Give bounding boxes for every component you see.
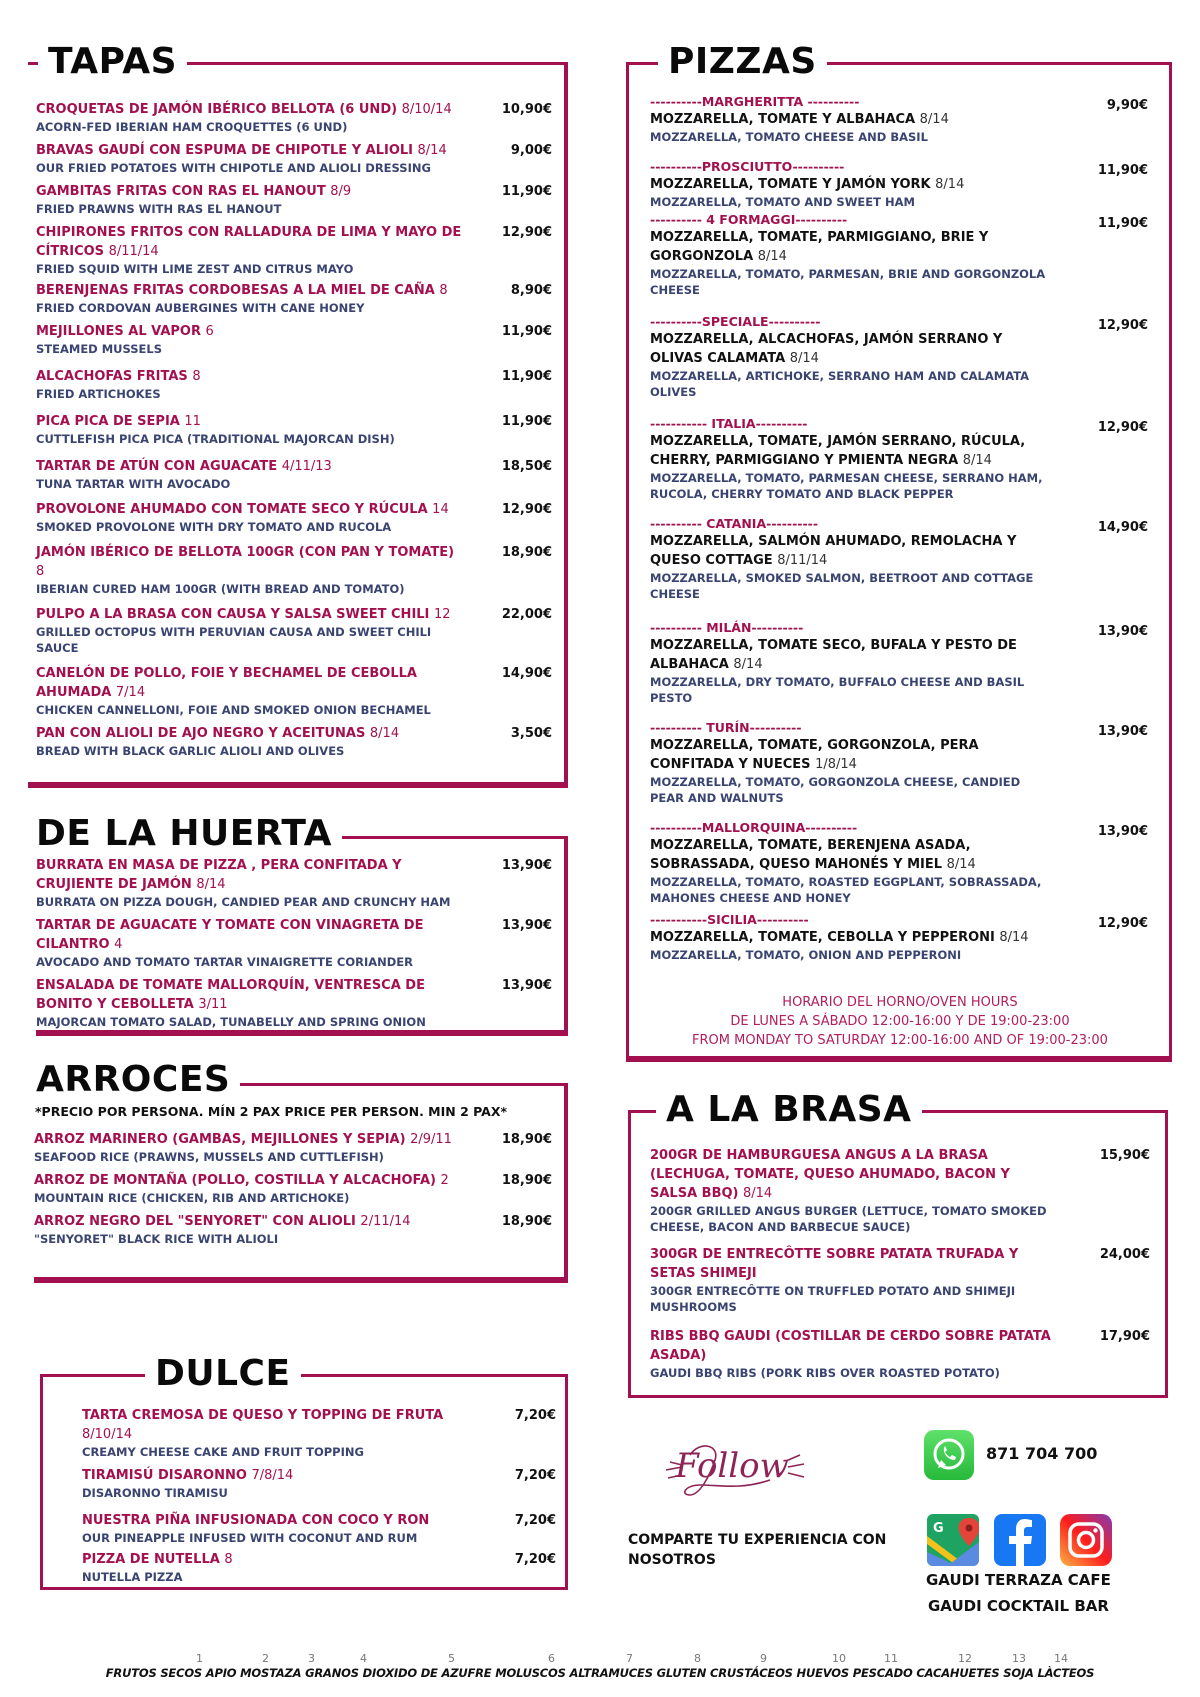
oven-hours-en: FROM MONDAY TO SATURDAY 12:00-16:00 AND OF 19:00-23:00 bbox=[692, 1033, 1108, 1048]
pizza-description: MOZZARELLA, TOMATO, GORGONZOLA CHEESE, CANDIED PEAR AND WALNUTS bbox=[650, 775, 1021, 805]
pizzas-list bbox=[650, 94, 1148, 963]
menu-item bbox=[36, 976, 552, 1030]
pizza-ingredients-es: MOZZARELLA, TOMATE, BERENJENA ASADA, SOBRASSADA, QUESO MAHONÉS Y MIEL bbox=[650, 838, 971, 872]
menu-item bbox=[36, 223, 552, 277]
item-name-es: ENSALADA DE TOMATE MALLORQUÍN, VENTRESCA DE BONITO Y CEBOLLETA bbox=[36, 978, 425, 1012]
item-description: NUTELLA PIZZA bbox=[82, 1570, 183, 1584]
menu-item bbox=[36, 724, 552, 759]
allergen-number: 1 bbox=[196, 1652, 203, 1665]
share-text: COMPARTE TU EXPERIENCIA CON NOSOTROS bbox=[628, 1532, 887, 1568]
pizza-name-header: -----------SICILIA---------- bbox=[650, 912, 809, 927]
item-price: 14,90€ bbox=[501, 666, 552, 681]
item-description: CUTTLEFISH PICA PICA (TRADITIONAL MAJORCAN DISH) bbox=[36, 432, 395, 446]
tapas-title: TAPAS bbox=[38, 42, 187, 82]
pizza-price: 14,90€ bbox=[1097, 520, 1148, 535]
item-description: BREAD WITH BLACK GARLIC ALIOLI AND OLIVES bbox=[36, 744, 345, 758]
item-allergens: 7/14 bbox=[115, 685, 146, 700]
item-name bbox=[650, 1245, 1150, 1283]
pizza-item bbox=[650, 820, 1148, 906]
item-description: GAUDI BBQ RIBS (PORK RIBS OVER ROASTED POTATO) bbox=[650, 1366, 1000, 1380]
item-description: "SENYORET" BLACK RICE WITH ALIOLI bbox=[34, 1232, 279, 1246]
google-maps-icon[interactable] bbox=[927, 1514, 979, 1566]
item-name bbox=[34, 1130, 552, 1149]
menu-item bbox=[34, 1171, 552, 1206]
item-allergens: 4 bbox=[114, 937, 123, 952]
item-name bbox=[36, 664, 552, 702]
pizza-item bbox=[650, 212, 1148, 298]
pizza-item bbox=[650, 720, 1148, 806]
item-allergens: 2/9/11 bbox=[410, 1132, 452, 1147]
item-allergens: 8/10/14 bbox=[401, 102, 452, 117]
item-name bbox=[36, 100, 552, 119]
menu-item bbox=[36, 457, 552, 492]
item-name bbox=[36, 976, 552, 1014]
pizza-price: 12,90€ bbox=[1097, 420, 1148, 435]
item-name-es: TIRAMISÚ DISARONNO bbox=[82, 1468, 247, 1483]
item-description: SMOKED PROVOLONE WITH DRY TOMATO AND RUCOLA bbox=[36, 520, 392, 534]
pizza-name-header: ----------MARGHERITTA ---------- bbox=[650, 94, 860, 109]
item-name-es: ARROZ DE MONTAÑA (POLLO, COSTILLA Y ALCACHOFA) bbox=[34, 1173, 436, 1188]
item-description: OUR FRIED POTATOES WITH CHIPOTLE AND ALIOLI DRESSING bbox=[36, 161, 431, 175]
item-allergens: 7/8/14 bbox=[251, 1468, 294, 1483]
pizza-allergens: 8/14 bbox=[935, 177, 965, 192]
item-description: IBERIAN CURED HAM 100GR (WITH BREAD AND TOMATO) bbox=[36, 582, 405, 596]
pizza-price: 12,90€ bbox=[1097, 318, 1148, 333]
item-name bbox=[82, 1511, 556, 1530]
item-name bbox=[36, 141, 552, 160]
item-allergens: 11 bbox=[184, 414, 201, 429]
item-name-es: PAN CON ALIOLI DE AJO NEGRO Y ACEITUNAS bbox=[36, 726, 366, 741]
item-name-es: BURRATA EN MASA DE PIZZA , PERA CONFITADA Y CRUJIENTE DE JAMÓN bbox=[36, 858, 402, 892]
item-description: FRIED CORDOVAN AUBERGINES WITH CANE HONEY bbox=[36, 301, 365, 315]
dulce-title: DULCE bbox=[145, 1354, 301, 1394]
item-price: 9,00€ bbox=[510, 143, 552, 158]
pizza-description: MOZZARELLA, TOMATO CHEESE AND BASIL bbox=[650, 130, 928, 144]
item-allergens: 8/14 bbox=[196, 877, 226, 892]
brasa-list bbox=[650, 1146, 1150, 1381]
item-price: 18,90€ bbox=[501, 1173, 552, 1188]
item-name-es: CANELÓN DE POLLO, FOIE Y BECHAMEL DE CEBOLLA AHUMADA bbox=[36, 666, 417, 700]
pizza-allergens: 8/14 bbox=[999, 930, 1029, 945]
item-name-es: BRAVAS GAUDÍ CON ESPUMA DE CHIPOTLE Y ALIOLI bbox=[36, 143, 413, 158]
pizza-ingredients bbox=[650, 175, 1148, 194]
pizza-ingredients-es: MOZZARELLA, ALCACHOFAS, JAMÓN SERRANO Y OLIVAS CALAMATA bbox=[650, 332, 1003, 366]
pizza-item bbox=[650, 416, 1148, 502]
allergen-number: 3 bbox=[308, 1652, 315, 1665]
item-description: 300GR ENTRECÔTTE ON TRUFFLED POTATO AND SHIMEJI MUSHROOMS bbox=[650, 1284, 1016, 1314]
item-price: 7,20€ bbox=[514, 1552, 556, 1567]
pizza-allergens: 1/8/14 bbox=[815, 757, 857, 772]
brasa-title: A LA BRASA bbox=[656, 1090, 922, 1130]
item-name-es: MEJILLONES AL VAPOR bbox=[36, 324, 201, 339]
pizza-ingredients-es: MOZZARELLA, TOMATE, CEBOLLA Y PEPPERONI bbox=[650, 930, 995, 945]
item-allergens: 6 bbox=[205, 324, 214, 339]
item-price: 15,90€ bbox=[1099, 1148, 1150, 1163]
item-price: 18,90€ bbox=[501, 545, 552, 560]
pizza-ingredients bbox=[650, 928, 1148, 947]
pizza-description: MOZZARELLA, DRY TOMATO, BUFFALO CHEESE AND BASIL PESTO bbox=[650, 675, 1025, 705]
item-price: 3,50€ bbox=[510, 726, 552, 741]
item-allergens: 14 bbox=[432, 502, 449, 517]
pizza-name-header: ----------MALLORQUINA---------- bbox=[650, 820, 858, 835]
item-price: 12,90€ bbox=[501, 225, 552, 240]
pizza-allergens: 8/14 bbox=[757, 249, 787, 264]
pizza-allergens: 8/14 bbox=[733, 657, 763, 672]
item-description: DISARONNO TIRAMISU bbox=[82, 1486, 228, 1500]
arroces-note: *PRECIO POR PERSONA. MÍN 2 PAX PRICE PER PERSON. MIN 2 PAX* bbox=[35, 1104, 507, 1119]
menu-item bbox=[650, 1245, 1150, 1315]
pizza-description: MOZZARELLA, ARTICHOKE, SERRANO HAM AND CALAMATA OLIVES bbox=[650, 369, 1030, 399]
item-allergens: 8 bbox=[192, 369, 201, 384]
menu-item bbox=[36, 367, 552, 402]
menu-item bbox=[36, 664, 552, 718]
pizza-name-header: ---------- TURÍN---------- bbox=[650, 720, 802, 735]
item-allergens: 8/14 bbox=[369, 726, 400, 741]
pizza-price: 9,90€ bbox=[1106, 98, 1148, 113]
pizza-item bbox=[650, 94, 1148, 145]
pizza-allergens: 8/11/14 bbox=[777, 553, 828, 568]
pizza-price: 13,90€ bbox=[1097, 824, 1148, 839]
item-allergens: 8 bbox=[439, 283, 448, 298]
pizza-description: MOZZARELLA, TOMATO, ROASTED EGGPLANT, SOBRASSADA, MAHONES CHEESE AND HONEY bbox=[650, 875, 1042, 905]
item-price: 18,50€ bbox=[501, 459, 552, 474]
menu-item bbox=[36, 856, 552, 910]
whatsapp-icon[interactable] bbox=[924, 1430, 974, 1480]
item-price: 13,90€ bbox=[501, 978, 552, 993]
svg-text:G: G bbox=[933, 1521, 944, 1536]
item-name-es: ARROZ MARINERO (GAMBAS, MEJILLONES Y SEPIA) bbox=[34, 1132, 406, 1147]
menu-item bbox=[34, 1130, 552, 1165]
huerta-list bbox=[36, 856, 552, 1030]
pizza-ingredients-es: MOZZARELLA, TOMATE Y JAMÓN YORK bbox=[650, 177, 931, 192]
menu-item bbox=[36, 100, 552, 135]
pizza-allergens: 8/14 bbox=[946, 857, 976, 872]
oven-hours-title: HORARIO DEL HORNO/OVEN HOURS bbox=[782, 995, 1018, 1010]
item-allergens: 8/9 bbox=[330, 184, 352, 199]
item-name-es: GAMBITAS FRITAS CON RAS EL HANOUT bbox=[36, 184, 326, 199]
pizza-description: MOZZARELLA, TOMATO, ONION AND PEPPERONI bbox=[650, 948, 962, 962]
item-allergens: 12 bbox=[433, 607, 451, 622]
item-name-es: 300GR DE ENTRECÔTTE SOBRE PATATA TRUFADA Y SETAS SHIMEJI bbox=[650, 1247, 1019, 1281]
item-allergens: 8/11/14 bbox=[108, 244, 159, 259]
pizza-ingredients bbox=[650, 432, 1148, 470]
instagram-icon[interactable] bbox=[1060, 1514, 1112, 1566]
oven-hours-es: DE LUNES A SÁBADO 12:00-16:00 Y DE 19:00-23:00 bbox=[730, 1014, 1070, 1029]
menu-item bbox=[36, 182, 552, 217]
item-name bbox=[34, 1171, 552, 1190]
pizza-ingredients-es: MOZZARELLA, TOMATE, PARMIGGIANO, BRIE Y GORGONZOLA bbox=[650, 230, 989, 264]
item-name-es: RIBS BBQ GAUDI (COSTILLAR DE CERDO SOBRE PATATA ASADA) bbox=[650, 1329, 1051, 1363]
pizza-price: 13,90€ bbox=[1097, 724, 1148, 739]
pizza-name-header: ----------PROSCIUTTO---------- bbox=[650, 159, 845, 174]
pizza-price: 12,90€ bbox=[1097, 916, 1148, 931]
item-allergens: 8/14 bbox=[743, 1186, 773, 1201]
item-name bbox=[36, 457, 552, 476]
item-description: MOUNTAIN RICE (CHICKEN, RIB AND ARTICHOKE) bbox=[34, 1191, 350, 1205]
item-price: 7,20€ bbox=[514, 1408, 556, 1423]
item-name-es: PIZZA DE NUTELLA bbox=[82, 1552, 220, 1567]
oven-hours bbox=[640, 993, 1160, 1050]
pizza-item bbox=[650, 912, 1148, 963]
menu-item bbox=[36, 543, 552, 597]
tapas-list bbox=[36, 100, 552, 759]
pizza-ingredients-es: MOZZARELLA, TOMATE Y ALBAHACA bbox=[650, 112, 916, 127]
allergen-number: 8 bbox=[694, 1652, 701, 1665]
pizza-allergens: 8/14 bbox=[962, 453, 992, 468]
item-description: ACORN-FED IBERIAN HAM CROQUETTES (6 UND) bbox=[36, 120, 348, 134]
item-description: SEAFOOD RICE (PRAWNS, MUSSELS AND CUTTLEFISH) bbox=[34, 1150, 384, 1164]
item-name bbox=[36, 412, 552, 431]
follow-text: Follow bbox=[675, 1446, 789, 1486]
pizza-item bbox=[650, 516, 1148, 602]
venue-name-2: GAUDI COCKTAIL BAR bbox=[928, 1597, 1109, 1615]
menu-item bbox=[650, 1327, 1150, 1381]
item-description: MAJORCAN TOMATO SALAD, TUNABELLY AND SPRING ONION bbox=[36, 1015, 426, 1029]
item-name bbox=[34, 1212, 552, 1231]
pizza-description: MOZZARELLA, TOMATO AND SWEET HAM bbox=[650, 195, 915, 209]
pizza-item bbox=[650, 314, 1148, 400]
pizza-name-header: ---------- 4 FORMAGGI---------- bbox=[650, 212, 848, 227]
item-description: CREAMY CHEESE CAKE AND FRUIT TOPPING bbox=[82, 1445, 364, 1459]
pizza-name-header: ----------- ITALIA---------- bbox=[650, 416, 808, 431]
item-name-es: PROVOLONE AHUMADO CON TOMATE SECO Y RÚCULA bbox=[36, 502, 428, 517]
menu-item bbox=[82, 1550, 556, 1585]
item-allergens: 3/11 bbox=[198, 997, 228, 1012]
item-price: 8,90€ bbox=[510, 283, 552, 298]
menu-item bbox=[36, 322, 552, 357]
item-price: 11,90€ bbox=[501, 184, 552, 199]
pizza-ingredients-es: MOZZARELLA, TOMATE, GORGONZOLA, PERA CONFITADA Y NUECES bbox=[650, 738, 979, 772]
item-price: 11,90€ bbox=[501, 414, 552, 429]
item-description: STEAMED MUSSELS bbox=[36, 342, 163, 356]
allergen-number: 6 bbox=[548, 1652, 555, 1665]
item-description: FRIED SQUID WITH LIME ZEST AND CITRUS MAYO bbox=[36, 262, 354, 276]
allergen-number: 4 bbox=[360, 1652, 367, 1665]
item-name bbox=[650, 1146, 1150, 1203]
item-description: FRIED PRAWNS WITH RAS EL HANOUT bbox=[36, 202, 282, 216]
item-description: CHICKEN CANNELLONI, FOIE AND SMOKED ONION BECHAMEL bbox=[36, 703, 431, 717]
item-price: 13,90€ bbox=[501, 918, 552, 933]
menu-item bbox=[36, 605, 552, 656]
allergen-number: 9 bbox=[760, 1652, 767, 1665]
pizza-ingredients-es: MOZZARELLA, SALMÓN AHUMADO, REMOLACHA Y QUESO COTTAGE bbox=[650, 534, 1017, 568]
huerta-title: DE LA HUERTA bbox=[26, 814, 342, 854]
item-allergens: 4/11/13 bbox=[281, 459, 332, 474]
dulce-list bbox=[82, 1406, 556, 1585]
menu-item bbox=[82, 1511, 556, 1546]
allergen-number: 10 bbox=[832, 1652, 846, 1665]
item-name-es: ARROZ NEGRO DEL "SENYORET" CON ALIOLI bbox=[34, 1214, 356, 1229]
item-allergens: 8 bbox=[36, 564, 45, 579]
item-name-es: PICA PICA DE SEPIA bbox=[36, 414, 180, 429]
allergen-number: 2 bbox=[262, 1652, 269, 1665]
item-name bbox=[36, 916, 552, 954]
allergen-number: 5 bbox=[448, 1652, 455, 1665]
item-name-es: BERENJENAS FRITAS CORDOBESAS A LA MIEL DE CAÑA bbox=[36, 283, 435, 298]
menu-item bbox=[650, 1146, 1150, 1235]
item-name bbox=[36, 500, 552, 519]
arroces-list bbox=[34, 1130, 552, 1247]
item-name-es: TARTAR DE AGUACATE Y TOMATE CON VINAGRETA DE CILANTRO bbox=[36, 918, 424, 952]
item-price: 17,90€ bbox=[1099, 1329, 1150, 1344]
pizza-name-header: ---------- CATANIA---------- bbox=[650, 516, 819, 531]
item-name bbox=[82, 1550, 556, 1569]
item-allergens: 8/10/14 bbox=[82, 1427, 133, 1442]
pizza-price: 11,90€ bbox=[1097, 216, 1148, 231]
item-name bbox=[36, 856, 552, 894]
item-name-es: NUESTRA PIÑA INFUSIONADA CON COCO Y RON bbox=[82, 1513, 430, 1528]
item-name bbox=[36, 223, 552, 261]
allergen-number: 14 bbox=[1054, 1652, 1068, 1665]
item-allergens: 2 bbox=[440, 1173, 449, 1188]
pizza-ingredients bbox=[650, 636, 1148, 674]
pizza-description: MOZZARELLA, TOMATO, PARMESAN, BRIE AND GORGONZOLA CHEESE bbox=[650, 267, 1046, 297]
item-price: 7,20€ bbox=[514, 1513, 556, 1528]
item-name-es: CHIPIRONES FRITOS CON RALLADURA DE LIMA Y MAYO DE CÍTRICOS bbox=[36, 225, 462, 259]
menu-item bbox=[36, 500, 552, 535]
allergen-number: 12 bbox=[958, 1652, 972, 1665]
pizza-ingredients bbox=[650, 836, 1148, 874]
menu-item bbox=[36, 141, 552, 176]
item-name-es: ALCACHOFAS FRITAS bbox=[36, 369, 188, 384]
item-allergens: 2/11/14 bbox=[360, 1214, 411, 1229]
item-name-es: PULPO A LA BRASA CON CAUSA Y SALSA SWEET CHILI bbox=[36, 607, 430, 622]
item-name-es: JAMÓN IBÉRICO DE BELLOTA 100GR (CON PAN Y TOMATE) bbox=[36, 545, 455, 560]
item-description: OUR PINEAPPLE INFUSED WITH COCONUT AND RUM bbox=[82, 1531, 418, 1545]
item-price: 10,90€ bbox=[501, 102, 552, 117]
item-name-es: TARTA CREMOSA DE QUESO Y TOPPING DE FRUTA bbox=[82, 1408, 444, 1423]
item-name-es: TARTAR DE ATÚN CON AGUACATE bbox=[36, 459, 278, 474]
item-price: 11,90€ bbox=[501, 324, 552, 339]
pizza-ingredients-es: MOZZARELLA, TOMATE SECO, BUFALA Y PESTO DE ALBAHACA bbox=[650, 638, 1017, 672]
pizza-ingredients bbox=[650, 330, 1148, 368]
pizza-allergens: 8/14 bbox=[789, 351, 819, 366]
item-name bbox=[36, 281, 552, 300]
item-allergens: 8 bbox=[224, 1552, 233, 1567]
follow-logo bbox=[660, 1425, 810, 1515]
item-description: BURRATA ON PIZZA DOUGH, CANDIED PEAR AND CRUNCHY HAM bbox=[36, 895, 451, 909]
pizza-price: 11,90€ bbox=[1097, 163, 1148, 178]
allergen-number: 11 bbox=[884, 1652, 898, 1665]
pizza-ingredients bbox=[650, 228, 1148, 266]
arroces-title: ARROCES bbox=[26, 1060, 240, 1100]
pizza-name-header: ---------- MILÁN---------- bbox=[650, 620, 804, 635]
item-allergens: 8/14 bbox=[417, 143, 447, 158]
item-description: AVOCADO AND TOMATO TARTAR VINAIGRETTE CORIANDER bbox=[36, 955, 414, 969]
menu-item bbox=[36, 281, 552, 316]
item-price: 18,90€ bbox=[501, 1132, 552, 1147]
facebook-icon[interactable] bbox=[994, 1514, 1046, 1566]
allergen-names: FRUTOS SECOS APIO MOSTAZA GRANOS DIOXIDO DE AZUFRE MOLUSCOS ALTRAMUCES GLUTEN CRUSTÁCEOS HUEVOS PESCADO CACAHUETES SOJA LÀCTEOS bbox=[105, 1666, 1095, 1680]
item-name bbox=[36, 182, 552, 201]
pizzas-title: PIZZAS bbox=[658, 42, 827, 82]
pizza-name-header: ----------SPECIALE---------- bbox=[650, 314, 821, 329]
pizza-description: MOZZARELLA, TOMATO, PARMESAN CHEESE, SERRANO HAM, RUCOLA, CHERRY TOMATO AND BLACK PEPPER bbox=[650, 471, 1043, 501]
menu-item bbox=[36, 916, 552, 970]
item-price: 24,00€ bbox=[1099, 1247, 1150, 1262]
item-price: 22,00€ bbox=[501, 607, 552, 622]
pizza-item bbox=[650, 159, 1148, 210]
item-name bbox=[82, 1406, 556, 1444]
item-description: FRIED ARTICHOKES bbox=[36, 387, 161, 401]
pizza-price: 13,90€ bbox=[1097, 624, 1148, 639]
item-name bbox=[36, 322, 552, 341]
allergen-number: 7 bbox=[626, 1652, 633, 1665]
item-name bbox=[36, 724, 552, 743]
menu-item bbox=[34, 1212, 552, 1247]
item-name bbox=[650, 1327, 1150, 1365]
menu-item bbox=[36, 412, 552, 447]
item-name-es: CROQUETAS DE JAMÓN IBÉRICO BELLOTA (6 UND) bbox=[36, 102, 398, 117]
phone-number[interactable]: 871 704 700 bbox=[986, 1444, 1098, 1463]
pizza-item bbox=[650, 620, 1148, 706]
item-name bbox=[36, 367, 552, 386]
item-name-es: 200GR DE HAMBURGUESA ANGUS A LA BRASA (LECHUGA, TOMATE, QUESO AHUMADO, BACON Y SALSA BBQ) bbox=[650, 1148, 1010, 1201]
pizza-ingredients bbox=[650, 532, 1148, 570]
item-price: 13,90€ bbox=[501, 858, 552, 873]
item-price: 11,90€ bbox=[501, 369, 552, 384]
menu-item bbox=[82, 1406, 556, 1460]
item-price: 12,90€ bbox=[501, 502, 552, 517]
item-description: TUNA TARTAR WITH AVOCADO bbox=[36, 477, 231, 491]
item-description: 200GR GRILLED ANGUS BURGER (LETTUCE, TOMATO SMOKED CHEESE, BACON AND BARBECUE SAUCE) bbox=[650, 1204, 1047, 1234]
venue-name-1: GAUDI TERRAZA CAFE bbox=[926, 1571, 1111, 1589]
pizza-allergens: 8/14 bbox=[919, 112, 949, 127]
pizza-ingredients bbox=[650, 736, 1148, 774]
allergen-number: 13 bbox=[1012, 1652, 1026, 1665]
pizza-ingredients-es: MOZZARELLA, TOMATE, JAMÓN SERRANO, RÚCULA, CHERRY, PARMIGGIANO Y PMIENTA NEGRA bbox=[650, 434, 1026, 468]
item-name bbox=[36, 543, 552, 581]
menu-item bbox=[82, 1466, 556, 1501]
item-name bbox=[82, 1466, 556, 1485]
item-description: GRILLED OCTOPUS WITH PERUVIAN CAUSA AND SWEET CHILI SAUCE bbox=[36, 625, 432, 655]
pizza-description: MOZZARELLA, SMOKED SALMON, BEETROOT AND COTTAGE CHEESE bbox=[650, 571, 1034, 601]
item-name bbox=[36, 605, 552, 624]
pizza-ingredients bbox=[650, 110, 1148, 129]
item-price: 18,90€ bbox=[501, 1214, 552, 1229]
item-price: 7,20€ bbox=[514, 1468, 556, 1483]
